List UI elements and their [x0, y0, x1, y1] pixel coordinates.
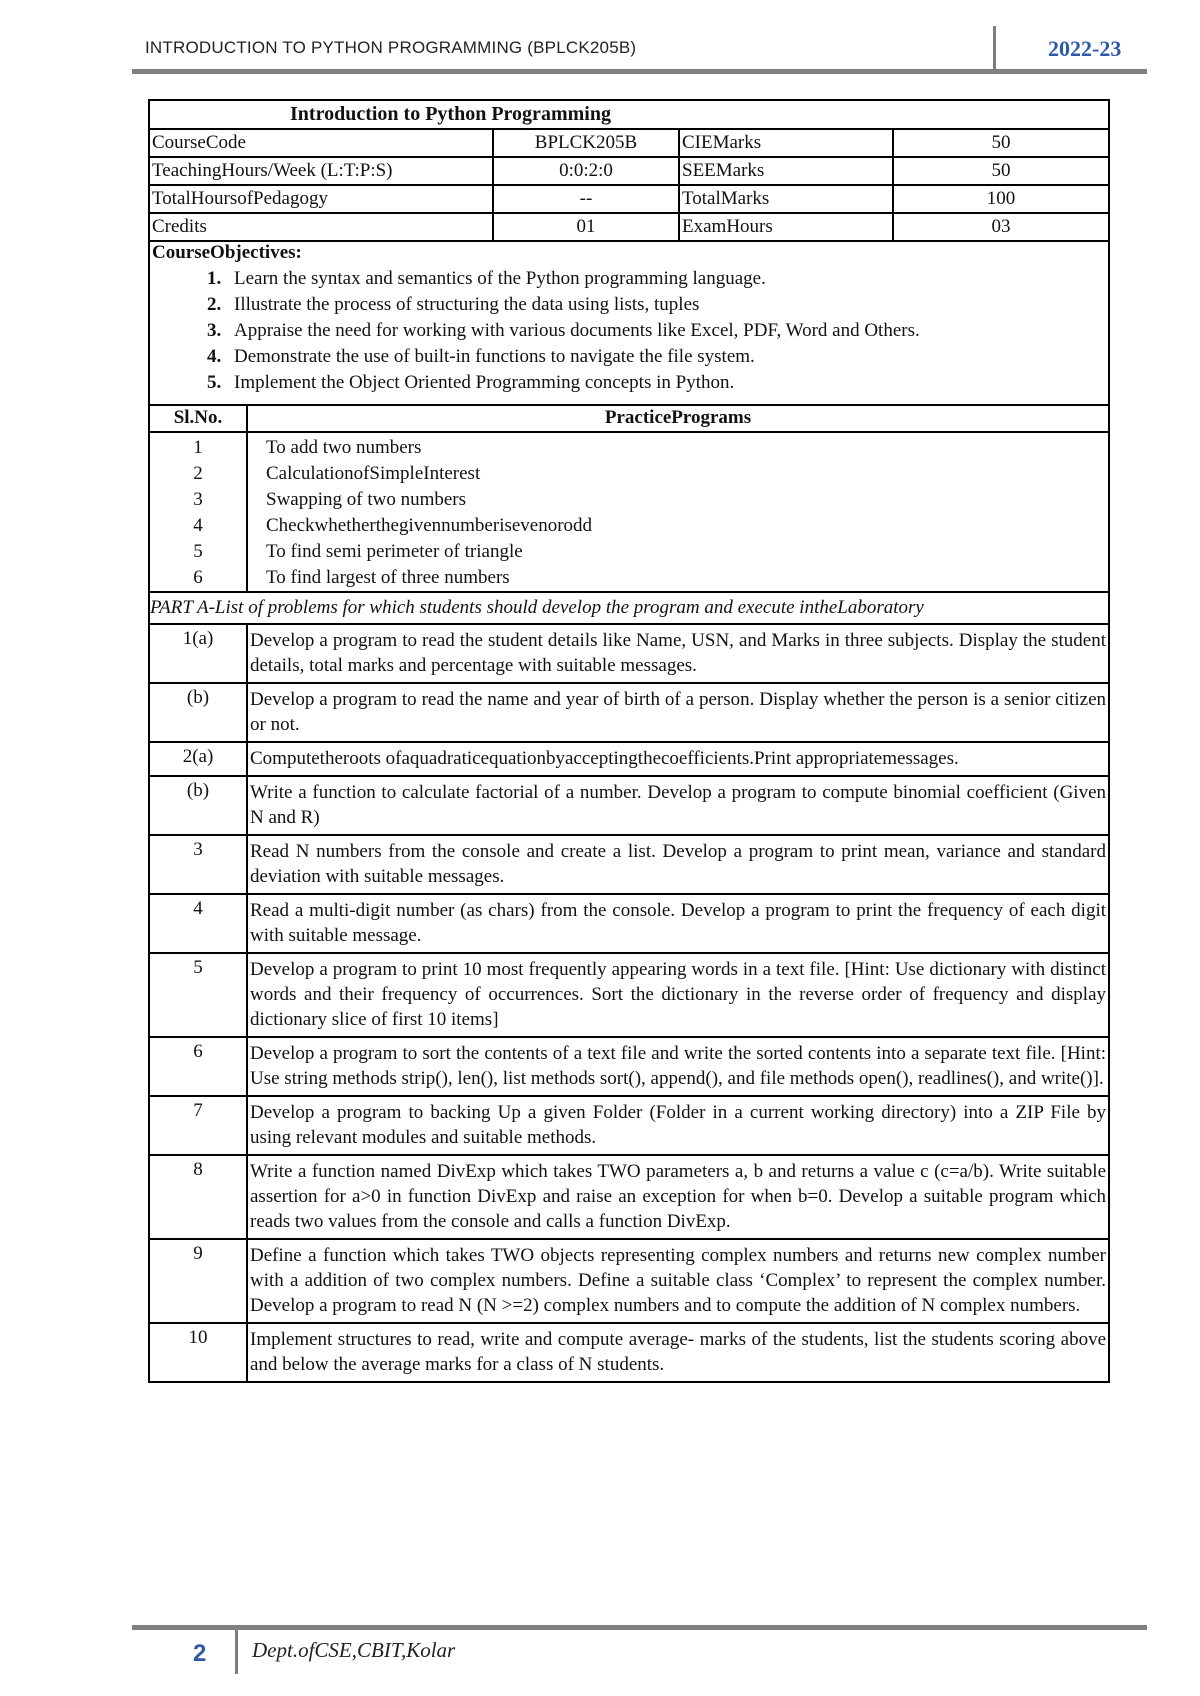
- objectives-list: [152, 266, 1106, 396]
- info-label-2: TotalMarks: [679, 185, 893, 213]
- practice-number: 4: [193, 514, 203, 536]
- practice-number: 1: [193, 436, 203, 458]
- problem-number: 2(a): [149, 742, 247, 776]
- problem-number: 5: [149, 953, 247, 1037]
- info-value-2: 50: [893, 157, 1109, 185]
- practice-number: 6: [193, 566, 203, 588]
- practice-program: To find largest of three numbers: [266, 566, 510, 588]
- problem-row: [149, 953, 1109, 1037]
- practice-list: [247, 432, 1109, 592]
- header-year: 2022-23: [1048, 36, 1122, 61]
- info-row: [149, 157, 1109, 185]
- info-value-2: 100: [893, 185, 1109, 213]
- problem-row: [149, 1037, 1109, 1096]
- problem-text: Develop a program to print 10 most frequently appearing words in a text file. [Hint: Use dictionary with distinct words and their frequency of occurrences. Sort the dictionary in the reverse order of frequency and display dictionary slice of first 10 items]: [247, 953, 1109, 1037]
- info-label: TeachingHours/Week (L:T:P:S): [149, 157, 493, 185]
- part-a-heading: PART A-List of problems for which students should develop the program and execute intheLaboratory: [149, 592, 1109, 624]
- problem-text: Develop a program to backing Up a given Folder (Folder in a current working directory) into a ZIP File by using relevant modules and suitable methods.: [247, 1096, 1109, 1155]
- problem-row: [149, 1323, 1109, 1382]
- objective-item: 5. Implement the Object Oriented Programming concepts in Python.: [226, 370, 1106, 396]
- problem-number: 4: [149, 894, 247, 953]
- problem-number: (b): [149, 683, 247, 742]
- practice-program: To add two numbers: [266, 436, 422, 458]
- problem-number: 10: [149, 1323, 247, 1382]
- problem-text: Computetheroots ofaquadraticequationbyacceptingthecoefficients.Print appropriatemessages.: [247, 742, 1109, 776]
- footer-rule: [132, 1625, 1147, 1630]
- info-value: BPLCK205B: [493, 129, 679, 157]
- problem-number: 3: [149, 835, 247, 894]
- info-value: 0:0:2:0: [493, 157, 679, 185]
- objective-item: 3. Appraise the need for working with various documents like Excel, PDF, Word and Others.: [226, 318, 1106, 344]
- problem-row: [149, 1155, 1109, 1239]
- practice-program: To find semi perimeter of triangle: [266, 540, 523, 562]
- header-rule: [132, 69, 1147, 74]
- practice-programs-header: PracticePrograms: [247, 405, 1109, 432]
- info-row: [149, 185, 1109, 213]
- problem-text: Write a function to calculate factorial of a number. Develop a program to compute binomial coefficient (Given N and R): [247, 776, 1109, 835]
- info-label-2: SEEMarks: [679, 157, 893, 185]
- problem-text: Develop a program to sort the contents of a text file and write the sorted contents into a separate text file. [Hint: Use string methods strip(), len(), list methods sort(), append(), and file methods open(), readlines(), and write()].: [247, 1037, 1109, 1096]
- problem-row: [149, 1239, 1109, 1323]
- info-label-2: ExamHours: [679, 213, 893, 241]
- info-row: [149, 129, 1109, 157]
- objective-item: 1. Learn the syntax and semantics of the Python programming language.: [226, 266, 1106, 292]
- practice-numbers: [149, 432, 247, 592]
- footer-department: Dept.ofCSE,CBIT,Kolar: [252, 1638, 456, 1662]
- info-value: --: [493, 185, 679, 213]
- problem-text: Define a function which takes TWO objects representing complex numbers and returns new complex number with a addition of two complex numbers. Define a suitable class ‘Complex’ to represent the complex number. Develop a program to read N (N >=2) complex numbers and to compute the addition of N complex numbers.: [247, 1239, 1109, 1323]
- problem-number: 7: [149, 1096, 247, 1155]
- page-number: 2: [193, 1640, 207, 1667]
- info-label: TotalHoursofPedagogy: [149, 185, 493, 213]
- problem-text: Read N numbers from the console and create a list. Develop a program to print mean, variance and standard deviation with suitable messages.: [247, 835, 1109, 894]
- info-label-2: CIEMarks: [679, 129, 893, 157]
- problem-row: [149, 624, 1109, 683]
- practice-number: 2: [193, 462, 203, 484]
- problem-row: [149, 894, 1109, 953]
- header-divider: [993, 26, 996, 70]
- info-value-2: 50: [893, 129, 1109, 157]
- course-objectives-cell: [149, 241, 1109, 405]
- problem-text: Write a function named DivExp which takes TWO parameters a, b and returns a value c (c=a/b). Write suitable assertion for a>0 in function DivExp and raise an exception for when b=0. Develop a suitable program which reads two values from the console and calls a function DivExp.: [247, 1155, 1109, 1239]
- footer-divider: [235, 1630, 238, 1674]
- problem-number: 8: [149, 1155, 247, 1239]
- practice-header-row: [149, 405, 1109, 432]
- info-value-2: 03: [893, 213, 1109, 241]
- problem-row: [149, 835, 1109, 894]
- syllabus-title: Introduction to Python Programming: [149, 100, 1109, 129]
- info-label: Credits: [149, 213, 493, 241]
- info-row: [149, 213, 1109, 241]
- problem-row: [149, 776, 1109, 835]
- practice-number: 5: [193, 540, 203, 562]
- problem-number: (b): [149, 776, 247, 835]
- objective-item: 2. Illustrate the process of structuring the data using lists, tuples: [226, 292, 1106, 318]
- practice-number: 3: [193, 488, 203, 510]
- practice-program: Swapping of two numbers: [266, 488, 467, 510]
- objective-item: 4. Demonstrate the use of built-in functions to navigate the file system.: [226, 344, 1106, 370]
- problem-row: [149, 742, 1109, 776]
- problem-text: Develop a program to read the name and year of birth of a person. Display whether the person is a senior citizen or not.: [247, 683, 1109, 742]
- problem-row: [149, 1096, 1109, 1155]
- slno-header: Sl.No.: [149, 405, 247, 432]
- problem-number: 6: [149, 1037, 247, 1096]
- problem-row: [149, 683, 1109, 742]
- header-course-title: INTRODUCTION TO PYTHON PROGRAMMING (BPLCK205B): [145, 38, 637, 57]
- syllabus-table: [148, 99, 1110, 1383]
- practice-programs-row: [149, 432, 1109, 592]
- problem-text: Develop a program to read the student details like Name, USN, and Marks in three subjects. Display the student details, total marks and percentage with suitable messages.: [247, 624, 1109, 683]
- practice-program: Checkwhetherthegivennumberisevenorodd: [266, 514, 593, 536]
- practice-program: CalculationofSimpleInterest: [266, 462, 481, 484]
- info-value: 01: [493, 213, 679, 241]
- problem-number: 9: [149, 1239, 247, 1323]
- problem-text: Read a multi-digit number (as chars) from the console. Develop a program to print the frequency of each digit with suitable message.: [247, 894, 1109, 953]
- info-label: CourseCode: [149, 129, 493, 157]
- objectives-heading: CourseObjectives:: [152, 242, 302, 263]
- problem-number: 1(a): [149, 624, 247, 683]
- problem-text: Implement structures to read, write and compute average- marks of the students, list the students scoring above and below the average marks for a class of N students.: [247, 1323, 1109, 1382]
